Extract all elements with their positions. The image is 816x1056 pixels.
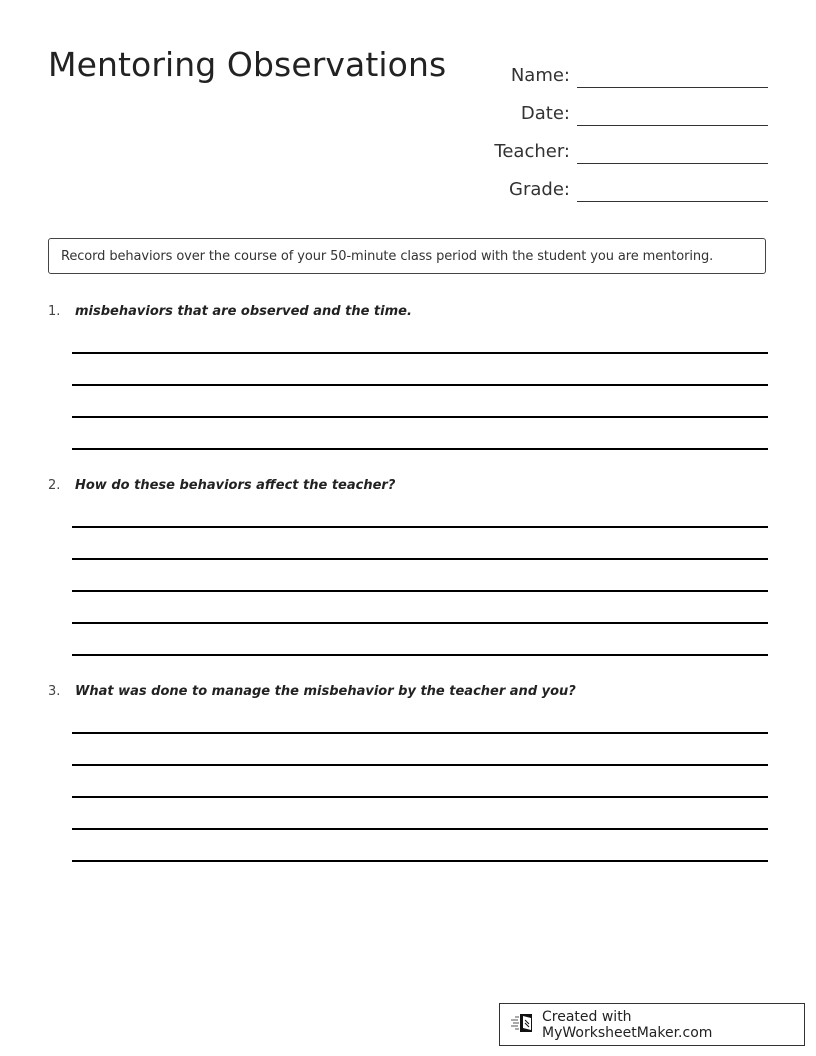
question-1 bbox=[48, 304, 768, 319]
question-number: 3. bbox=[48, 684, 61, 699]
question-number: 1. bbox=[48, 304, 61, 319]
answer-line[interactable] bbox=[72, 732, 768, 734]
page-title: Mentoring Observations bbox=[48, 45, 447, 84]
grade-label: Grade: bbox=[509, 179, 570, 200]
date-input-line[interactable] bbox=[577, 124, 768, 126]
student-info-fields bbox=[470, 50, 768, 202]
question-text: What was done to manage the misbehavior by the teacher and you? bbox=[75, 684, 576, 699]
answer-line[interactable] bbox=[72, 352, 768, 354]
teacher-label: Teacher: bbox=[494, 141, 570, 162]
question-text: misbehaviors that are observed and the time. bbox=[75, 304, 412, 319]
answer-line[interactable] bbox=[72, 828, 768, 830]
answer-line[interactable] bbox=[72, 526, 768, 528]
name-field[interactable] bbox=[470, 50, 768, 88]
instructions-box: Record behaviors over the course of your 50-minute class period with the student you are mentoring. bbox=[48, 238, 766, 274]
answer-line[interactable] bbox=[72, 384, 768, 386]
question-3 bbox=[48, 684, 768, 699]
footer-text: Created with MyWorksheetMaker.com bbox=[542, 1008, 713, 1041]
worksheet-logo-icon bbox=[510, 1013, 542, 1037]
date-field[interactable] bbox=[470, 88, 768, 126]
answer-line[interactable] bbox=[72, 416, 768, 418]
teacher-input-line[interactable] bbox=[577, 162, 768, 164]
name-input-line[interactable] bbox=[577, 86, 768, 88]
answer-line[interactable] bbox=[72, 448, 768, 450]
answer-line[interactable] bbox=[72, 796, 768, 798]
answer-line[interactable] bbox=[72, 764, 768, 766]
answer-line[interactable] bbox=[72, 590, 768, 592]
answer-line[interactable] bbox=[72, 860, 768, 862]
grade-field[interactable] bbox=[470, 164, 768, 202]
footer-badge[interactable] bbox=[499, 1003, 805, 1046]
question-number: 2. bbox=[48, 478, 61, 493]
answer-line[interactable] bbox=[72, 654, 768, 656]
question-2 bbox=[48, 478, 768, 493]
answer-line[interactable] bbox=[72, 622, 768, 624]
question-text: How do these behaviors affect the teacher? bbox=[75, 478, 396, 493]
date-label: Date: bbox=[520, 103, 570, 124]
teacher-field[interactable] bbox=[470, 126, 768, 164]
grade-input-line[interactable] bbox=[577, 200, 768, 202]
answer-line[interactable] bbox=[72, 558, 768, 560]
name-label: Name: bbox=[510, 65, 570, 86]
